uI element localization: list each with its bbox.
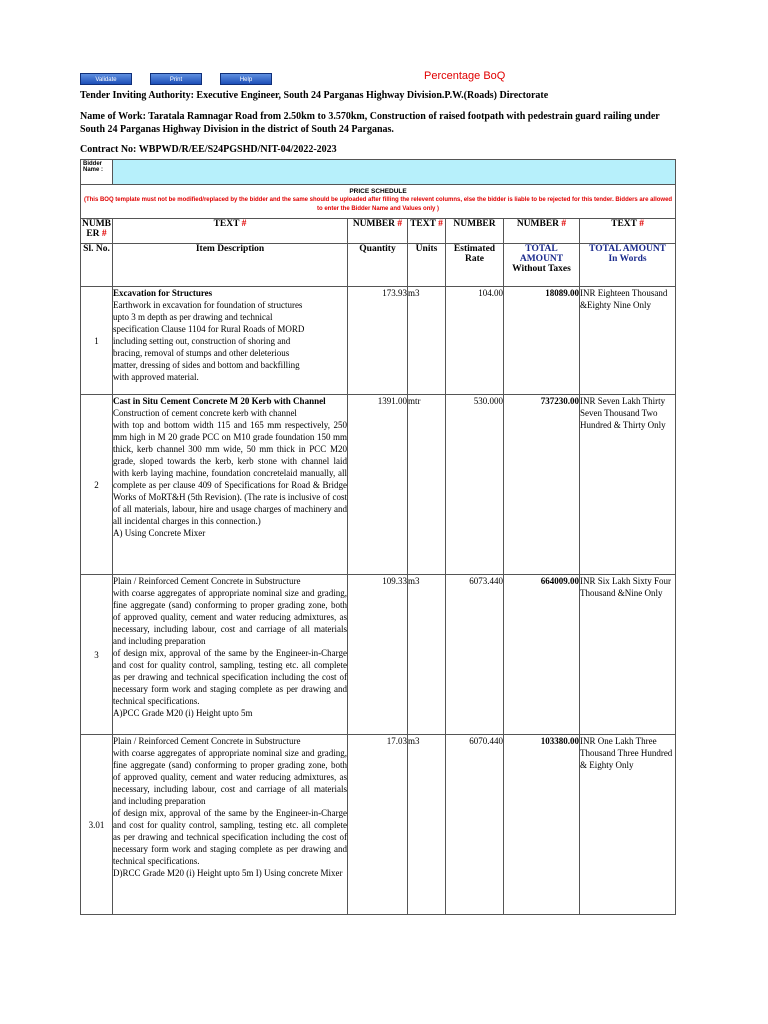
item-description-line: A)PCC Grade M20 (i) Height upto 5m — [113, 708, 253, 718]
item-description-cell — [113, 287, 348, 395]
col-estimated-rate: Estimated Rate — [446, 244, 504, 287]
item-description-line: Construction of cement concrete kerb with channel — [113, 408, 297, 418]
item-title: Excavation for Structures — [113, 288, 213, 298]
item-description-line: A) Using Concrete Mixer — [113, 528, 206, 538]
item-description-line: Earthwork in excavation for foundation of structures — [113, 300, 303, 310]
type-label: NUMBER — [516, 219, 560, 229]
type-cell — [580, 219, 676, 244]
item-description-cell — [113, 395, 348, 575]
type-cell — [446, 219, 504, 244]
quantity-cell: 109.33 — [348, 575, 408, 735]
item-description-line: bracing, removal of stumps and other deleterious — [113, 348, 290, 358]
amount-in-words-cell: INR One Lakh Three Thousand Three Hundred & Eighty Only — [580, 735, 676, 915]
page-title: Percentage BoQ — [424, 70, 506, 82]
table-row — [81, 287, 676, 395]
type-label: NUMBER — [352, 219, 396, 229]
boq-table — [80, 159, 676, 915]
type-label: NUMBER — [453, 219, 496, 229]
validate-button[interactable]: Validate — [80, 73, 132, 85]
quantity-cell: 17.03 — [348, 735, 408, 915]
col-item-description: Item Description — [113, 244, 348, 287]
type-cell — [504, 219, 580, 244]
units-cell: m3 — [408, 575, 446, 735]
sl-no-cell: 3 — [81, 575, 113, 735]
type-hash: # — [561, 219, 567, 229]
toolbar — [80, 73, 272, 85]
contract-number: Contract No: WBPWD/R/EE/S24PGSHD/NIT-04/2022-2023 — [80, 144, 337, 155]
amount-in-words-cell: INR Seven Lakh Thirty Seven Thousand Two Hundred & Thirty Only — [580, 395, 676, 575]
col-total-amount-label: TOTAL AMOUNT — [519, 244, 564, 264]
col-sl-no: Sl. No. — [81, 244, 113, 287]
col-units: Units — [408, 244, 446, 287]
sl-no-cell: 3.01 — [81, 735, 113, 915]
type-hash: # — [639, 219, 644, 229]
item-description-line: matter, dressing of sides and bottom and backfilling — [113, 360, 300, 370]
type-cell — [113, 219, 348, 244]
item-description-line: with approved material. — [113, 372, 199, 382]
type-cell — [81, 219, 113, 244]
estimated-rate-cell: 6070.440 — [446, 735, 504, 915]
type-label: TEXT — [213, 219, 240, 229]
col-amount-words-sub: In Words — [608, 254, 647, 264]
amount-in-words-cell: INR Eighteen Thousand &Eighty Nine Only — [580, 287, 676, 395]
item-description-line: of design mix, approval of the same by the Engineer-in-Charge and cost for quality control, sampling, testing etc. all complete as per drawing and technical specification including the cost of necessary form work and staging complete as per drawing and technical specifications. — [113, 808, 347, 866]
estimated-rate-cell: 6073.440 — [446, 575, 504, 735]
type-hash: # — [241, 219, 247, 229]
name-of-work: Name of Work: Taratala Ramnagar Road from 2.50km to 3.570km, Construction of raised footpath with pedestrain guard railing under South 24 Parganas Highway Division in the district of South 24 Parganas. — [80, 111, 660, 135]
price-schedule-note: (This BOQ template must not be modified/replaced by the bidder and the same should be uploaded after filling the relevent columns, else the bidder is liable to be rejected for this tender. Bidders are allowed to enter the Bidder Name and Values only ) — [83, 197, 673, 212]
item-description-line: with coarse aggregates of appropriate nominal size and grading, fine aggregate (sand) conforming to proper grading zone, both of approved quality, cement and water reducing admixtures, as necessary, including labour, cost and carriage of all materials and including preparation — [113, 588, 347, 646]
tender-authority: Tender Inviting Authority: Executive Engineer, South 24 Parganas Highway Division.P.W.(Roads) Directorate — [80, 90, 549, 101]
item-description-line: of design mix, approval of the same by the Engineer-in-Charge and cost for quality control, sampling, testing etc. all complete as per drawing and technical specification including the cost of necessary form work and staging complete as per drawing and technical specifications. — [113, 648, 347, 706]
estimated-rate-cell: 530.000 — [446, 395, 504, 575]
total-amount-cell: 737230.00 — [504, 395, 580, 575]
item-description-cell — [113, 735, 348, 915]
amount-in-words-cell: INR Six Lakh Sixty Four Thousand &Nine Only — [580, 575, 676, 735]
sl-no-cell: 1 — [81, 287, 113, 395]
item-description-line: specification Clause 1104 for Rural Roads of MORD — [113, 324, 305, 334]
bidder-name-label: Bidder Name : — [81, 160, 113, 185]
estimated-rate-cell: 104.00 — [446, 287, 504, 395]
col-quantity: Quantity — [348, 244, 408, 287]
type-label: NUMB ER — [81, 219, 112, 239]
type-cell — [408, 219, 446, 244]
type-hash: # — [397, 219, 403, 229]
col-amount-words-label: TOTAL AMOUNT — [589, 244, 667, 254]
col-total-amount-sub: Without Taxes — [512, 264, 571, 274]
units-cell: m3 — [408, 735, 446, 915]
print-button[interactable]: Print — [150, 73, 202, 85]
price-schedule-title: PRICE SCHEDULE — [349, 188, 407, 195]
item-description-line: upto 3 m depth as per drawing and technical — [113, 312, 273, 322]
type-label: TEXT — [611, 219, 637, 229]
table-row — [81, 395, 676, 575]
item-description-line: with coarse aggregates of appropriate nominal size and grading, fine aggregate (sand) conforming to proper grading zone, both of approved quality, cement and water reducing admixtures, as necessary, including labour, cost and carriage of all materials and including preparation — [113, 748, 347, 806]
total-amount-cell: 103380.00 — [504, 735, 580, 915]
total-amount-cell: 664009.00 — [504, 575, 580, 735]
table-row — [81, 575, 676, 735]
column-header-row — [81, 244, 676, 287]
item-description-line: including setting out, construction of shoring and — [113, 336, 291, 346]
item-title: Cast in Situ Cement Concrete M 20 Kerb with Channel — [113, 396, 326, 406]
quantity-cell: 1391.00 — [348, 395, 408, 575]
item-description-line: Plain / Reinforced Cement Concrete in Substructure — [113, 576, 301, 586]
quantity-cell: 173.93 — [348, 287, 408, 395]
type-hash: # — [101, 229, 107, 239]
column-type-row — [81, 219, 676, 244]
type-hash: # — [438, 219, 443, 229]
help-button[interactable]: Help — [220, 73, 272, 85]
units-cell: mtr — [408, 395, 446, 575]
item-description-line: Plain / Reinforced Cement Concrete in Substructure — [113, 736, 301, 746]
total-amount-cell: 18089.00 — [504, 287, 580, 395]
type-label: TEXT — [410, 219, 436, 229]
col-amount-in-words — [580, 244, 676, 287]
item-description-line: with top and bottom width 115 and 165 mm respectively, 250 mm high in M 20 grade PCC on M10 grade foundation 150 mm thick, kerb channel 300 mm wide, 50 mm thick in PCC M20 grade, sloped towards the kerb, kerb stone with channel laid with kerb laying machine, foundation concretelaid manually, all complete as per clause 409 of Specifications for Road & Bridge Works of MoRT&H (5th Revision). (The rate is inclusive of cost of all materials, labour, hire and usage charges of machinery and all incidental charges in this connection.) — [113, 420, 347, 526]
price-schedule — [81, 185, 676, 219]
type-cell — [348, 219, 408, 244]
bidder-name-input[interactable] — [113, 160, 676, 185]
units-cell: m3 — [408, 287, 446, 395]
col-total-amount — [504, 244, 580, 287]
sl-no-cell: 2 — [81, 395, 113, 575]
item-description-cell — [113, 575, 348, 735]
item-description-line: D)RCC Grade M20 (i) Height upto 5m I) Using concrete Mixer — [113, 868, 343, 878]
table-row — [81, 735, 676, 915]
